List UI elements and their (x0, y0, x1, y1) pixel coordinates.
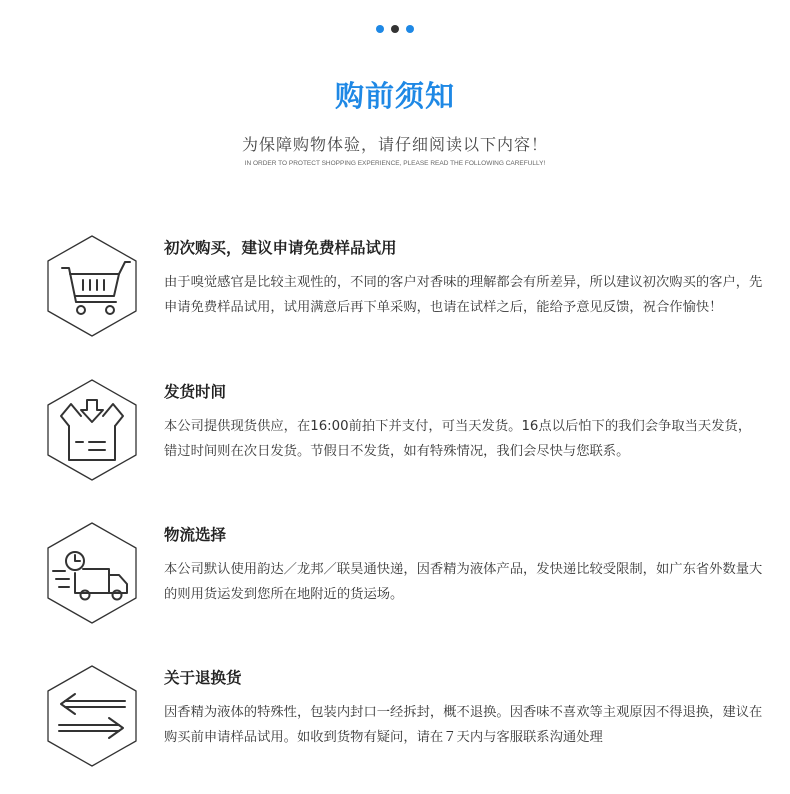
shopping-cart-icon (45, 234, 139, 338)
section-body: 由于嗅觉感官是比较主观性的，不同的客户对香味的理解都会有所差异，所以建议初次购买的客户，先申请免费样品试用，试用满意后再下单采购，也请在试样之后，能给予意见反馈，祝合作愉快！ (164, 275, 763, 315)
section-body: 本公司提供现货供应，在16:00前拍下并支付，可当天发货。16点以后怕下的我们会争取当天发货，错过时间则在次日发货。节假日不发货，如有特殊情况，我们会尽快与您联系。 (164, 419, 752, 459)
section-shipping-time (0, 378, 790, 488)
section-title: 初次购买，建议申请免费样品试用 (164, 239, 397, 257)
section-first-purchase (0, 234, 790, 344)
pager-dot-active (406, 25, 414, 33)
page-title: 购前须知 (334, 79, 455, 113)
package-box-icon (45, 378, 139, 482)
section-title: 物流选择 (164, 526, 227, 544)
section-title: 关于退换货 (164, 669, 242, 687)
section-logistics (0, 521, 790, 631)
section-returns (0, 664, 790, 774)
exchange-arrows-icon (45, 664, 139, 768)
section-body: 因香精为液体的特殊性，包装内封口一经拆封，概不退换。因香味不喜欢等主观原因不得退换，建议在购买前申请样品试用。如收到货物有疑问，请在７天内与客服联系沟通处理 (164, 705, 763, 745)
pager-dot (391, 25, 399, 33)
pager-dot-active (376, 25, 384, 33)
section-body: 本公司默认使用韵达／龙邦／联昊通快递，因香精为液体产品，发快递比较受限制，如广东省外数量大的则用货运发到您所在地附近的货运场。 (164, 562, 763, 602)
page-subtitle-english: IN ORDER TO PROTECT SHOPPING EXPERIENCE, PLEASE READ THE FOLLOWING CAREFULLY! (244, 160, 546, 167)
section-title: 发货时间 (164, 383, 227, 401)
page-subtitle: 为保障购物体验，请仔细阅读以下内容！ (241, 135, 548, 154)
pager-dots (376, 25, 414, 35)
delivery-truck-icon (45, 521, 139, 625)
